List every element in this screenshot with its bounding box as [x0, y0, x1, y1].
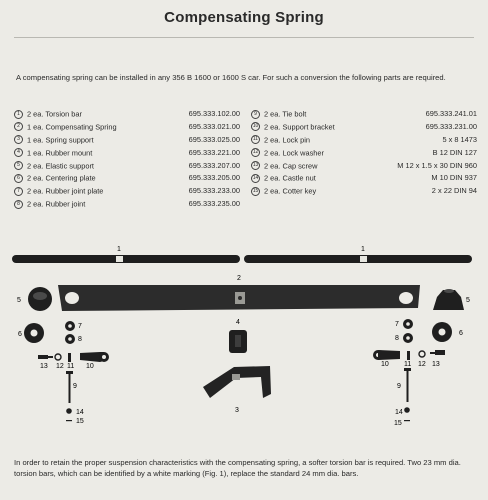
lock-pin-right	[407, 351, 410, 360]
part-row	[14, 135, 240, 148]
elastic-support-left	[28, 287, 52, 311]
diagram-label: 5	[17, 297, 21, 304]
part-number-circle: 3	[14, 135, 23, 144]
part-code: 695.333.205.00	[188, 173, 240, 183]
part-code: 2 x 22 DIN 94	[431, 186, 477, 196]
part-description: 1 ea. Rubber mount	[27, 148, 93, 158]
lock-washer-right	[419, 351, 425, 357]
part-row	[14, 161, 240, 174]
part-description: 2 ea. Lock pin	[264, 135, 311, 145]
part-description: 2 ea. Rubber joint	[27, 199, 86, 209]
diagram-label: 11	[67, 363, 75, 370]
part-description: 2 ea. Tie bolt	[264, 109, 307, 119]
diagram-label: 10	[86, 363, 94, 370]
page-title: Compensating Spring	[164, 9, 324, 26]
exploded-parts-diagram	[0, 240, 488, 440]
diagram-label: 7	[78, 323, 82, 330]
part-code: 5 x 8 1473	[442, 134, 477, 144]
compensating-spring	[58, 285, 420, 311]
part-row	[14, 109, 240, 122]
part-code: M 12 x 1.5 x 30 DIN 960	[397, 160, 477, 170]
part-row	[251, 148, 477, 161]
cap-screw-right	[430, 350, 445, 355]
diagram-label: 15	[76, 418, 84, 425]
diagram-label: 14	[76, 409, 84, 416]
diagram-label: 14	[395, 409, 403, 416]
part-description: 1 ea. Spring support	[27, 135, 94, 145]
diagram-label: 13	[40, 363, 48, 370]
part-description: 2 ea. Centering plate	[27, 174, 96, 183]
part-number-circle: 4	[14, 148, 23, 157]
part-row	[14, 122, 240, 135]
part-number-circle: 10	[252, 123, 259, 130]
part-number-circle: 6	[14, 174, 23, 183]
part-number-circle: 8	[14, 200, 23, 209]
part-row	[14, 199, 240, 212]
diagram-label: 9	[73, 383, 77, 390]
part-number-circle: 2	[14, 122, 23, 131]
part-description: 2 ea. Cap screw	[264, 161, 318, 171]
part-code: B 12 DIN 127	[432, 147, 477, 157]
tie-bolt-right	[404, 368, 411, 402]
parts-list-right	[251, 109, 477, 199]
part-code: 695.333.021.00	[188, 121, 240, 131]
diagram-label: 4	[236, 319, 240, 326]
spring-support	[203, 366, 271, 398]
part-row	[251, 109, 477, 122]
part-code: 695.333.233.00	[188, 186, 240, 196]
rubber-joint-right	[403, 333, 413, 343]
diagram-label: 8	[395, 335, 399, 342]
part-row	[14, 186, 240, 199]
lock-washer-left	[55, 354, 61, 360]
title-rule	[14, 37, 474, 38]
support-bracket-right	[373, 350, 400, 360]
part-description: 2 ea. Rubber joint plate	[27, 186, 104, 196]
rubber-joint-left	[65, 334, 75, 344]
centering-plate-right	[432, 322, 452, 342]
part-number-circle: 15	[252, 187, 259, 194]
diagram-label: 3	[235, 407, 239, 414]
part-description: 2 ea. Torsion bar	[27, 109, 82, 119]
lock-pin-left	[68, 353, 71, 362]
part-description: 2 ea. Castle nut	[264, 174, 316, 183]
diagram-label: 6	[459, 330, 463, 337]
cotter-key-left	[66, 420, 72, 421]
part-number-circle: 5	[14, 161, 23, 170]
part-number-circle: 1	[14, 110, 23, 119]
diagram-label: 2	[237, 275, 241, 282]
part-row	[251, 122, 477, 135]
diagram-label: 1	[361, 246, 365, 253]
diagram-label: 5	[466, 297, 470, 304]
rubber-joint-plate-right	[403, 319, 413, 329]
part-code: 695.333.235.00	[188, 199, 240, 209]
footer-paragraph: In order to retain the proper suspension characteristics with the compensating spring, a softer torsion bar is required. Two 23 mm dia. torsion bars, which can be identified by a white marking (Fig. 1), replace the standard 24 mm dia. bars.	[14, 458, 461, 478]
castle-nut-right	[404, 407, 410, 413]
part-number-circle: 12	[252, 149, 259, 156]
part-code: 695.333.025.00	[188, 134, 240, 144]
part-code: 695.333.102.00	[188, 109, 240, 118]
part-number-circle: 11	[252, 136, 259, 143]
part-code: 695.333.241.01	[425, 109, 477, 118]
rubber-joint-plate-left	[65, 321, 75, 331]
part-description: 2 ea. Cotter key	[264, 186, 317, 196]
diagram-label: 7	[395, 321, 399, 328]
part-number-circle: 9	[251, 110, 260, 119]
part-row	[251, 161, 477, 174]
diagram-label: 6	[18, 331, 22, 338]
part-number-circle: 14	[252, 175, 259, 181]
cotter-key-right	[404, 420, 410, 421]
part-row	[251, 135, 477, 148]
part-code: 695.333.231.00	[425, 121, 477, 131]
cap-screw-left	[38, 355, 53, 359]
centering-plate-left	[24, 323, 44, 343]
part-code: 695.333.221.00	[188, 147, 240, 157]
part-row	[14, 148, 240, 161]
diagram-label: 9	[397, 383, 401, 390]
diagram-label: 11	[404, 361, 412, 368]
part-row	[251, 173, 477, 186]
part-row	[251, 186, 477, 199]
support-bracket-left	[80, 352, 109, 362]
part-description: 1 ea. Compensating Spring	[27, 122, 117, 132]
part-description: 2 ea. Lock washer	[264, 148, 324, 158]
diagram-label: 12	[56, 363, 64, 370]
intro-paragraph: A compensating spring can be installed in any 356 B 1600 or 1600 S car. For such a conversion the following parts are required.	[16, 73, 446, 82]
diagram-label: 1	[117, 246, 121, 253]
torsion-bar-left	[12, 255, 240, 263]
part-code: M 10 DIN 937	[431, 173, 477, 183]
diagram-label: 12	[418, 361, 426, 368]
rubber-mount	[229, 330, 247, 353]
part-row	[14, 173, 240, 186]
diagram-label: 8	[78, 336, 82, 343]
part-description: 2 ea. Elastic support	[27, 161, 94, 171]
parts-list-left	[14, 109, 240, 212]
diagram-label: 15	[394, 420, 402, 427]
part-number-circle: 13	[252, 162, 259, 169]
castle-nut-left	[66, 408, 72, 414]
diagram-label: 13	[432, 361, 440, 368]
diagram-label: 10	[381, 361, 389, 368]
torsion-bar-right	[244, 255, 472, 263]
part-description: 2 ea. Support bracket	[264, 122, 335, 132]
part-code: 695.333.207.00	[188, 160, 240, 170]
tie-bolt-left	[66, 371, 73, 403]
elastic-support-right	[433, 289, 464, 310]
part-number-circle: 7	[14, 187, 23, 196]
